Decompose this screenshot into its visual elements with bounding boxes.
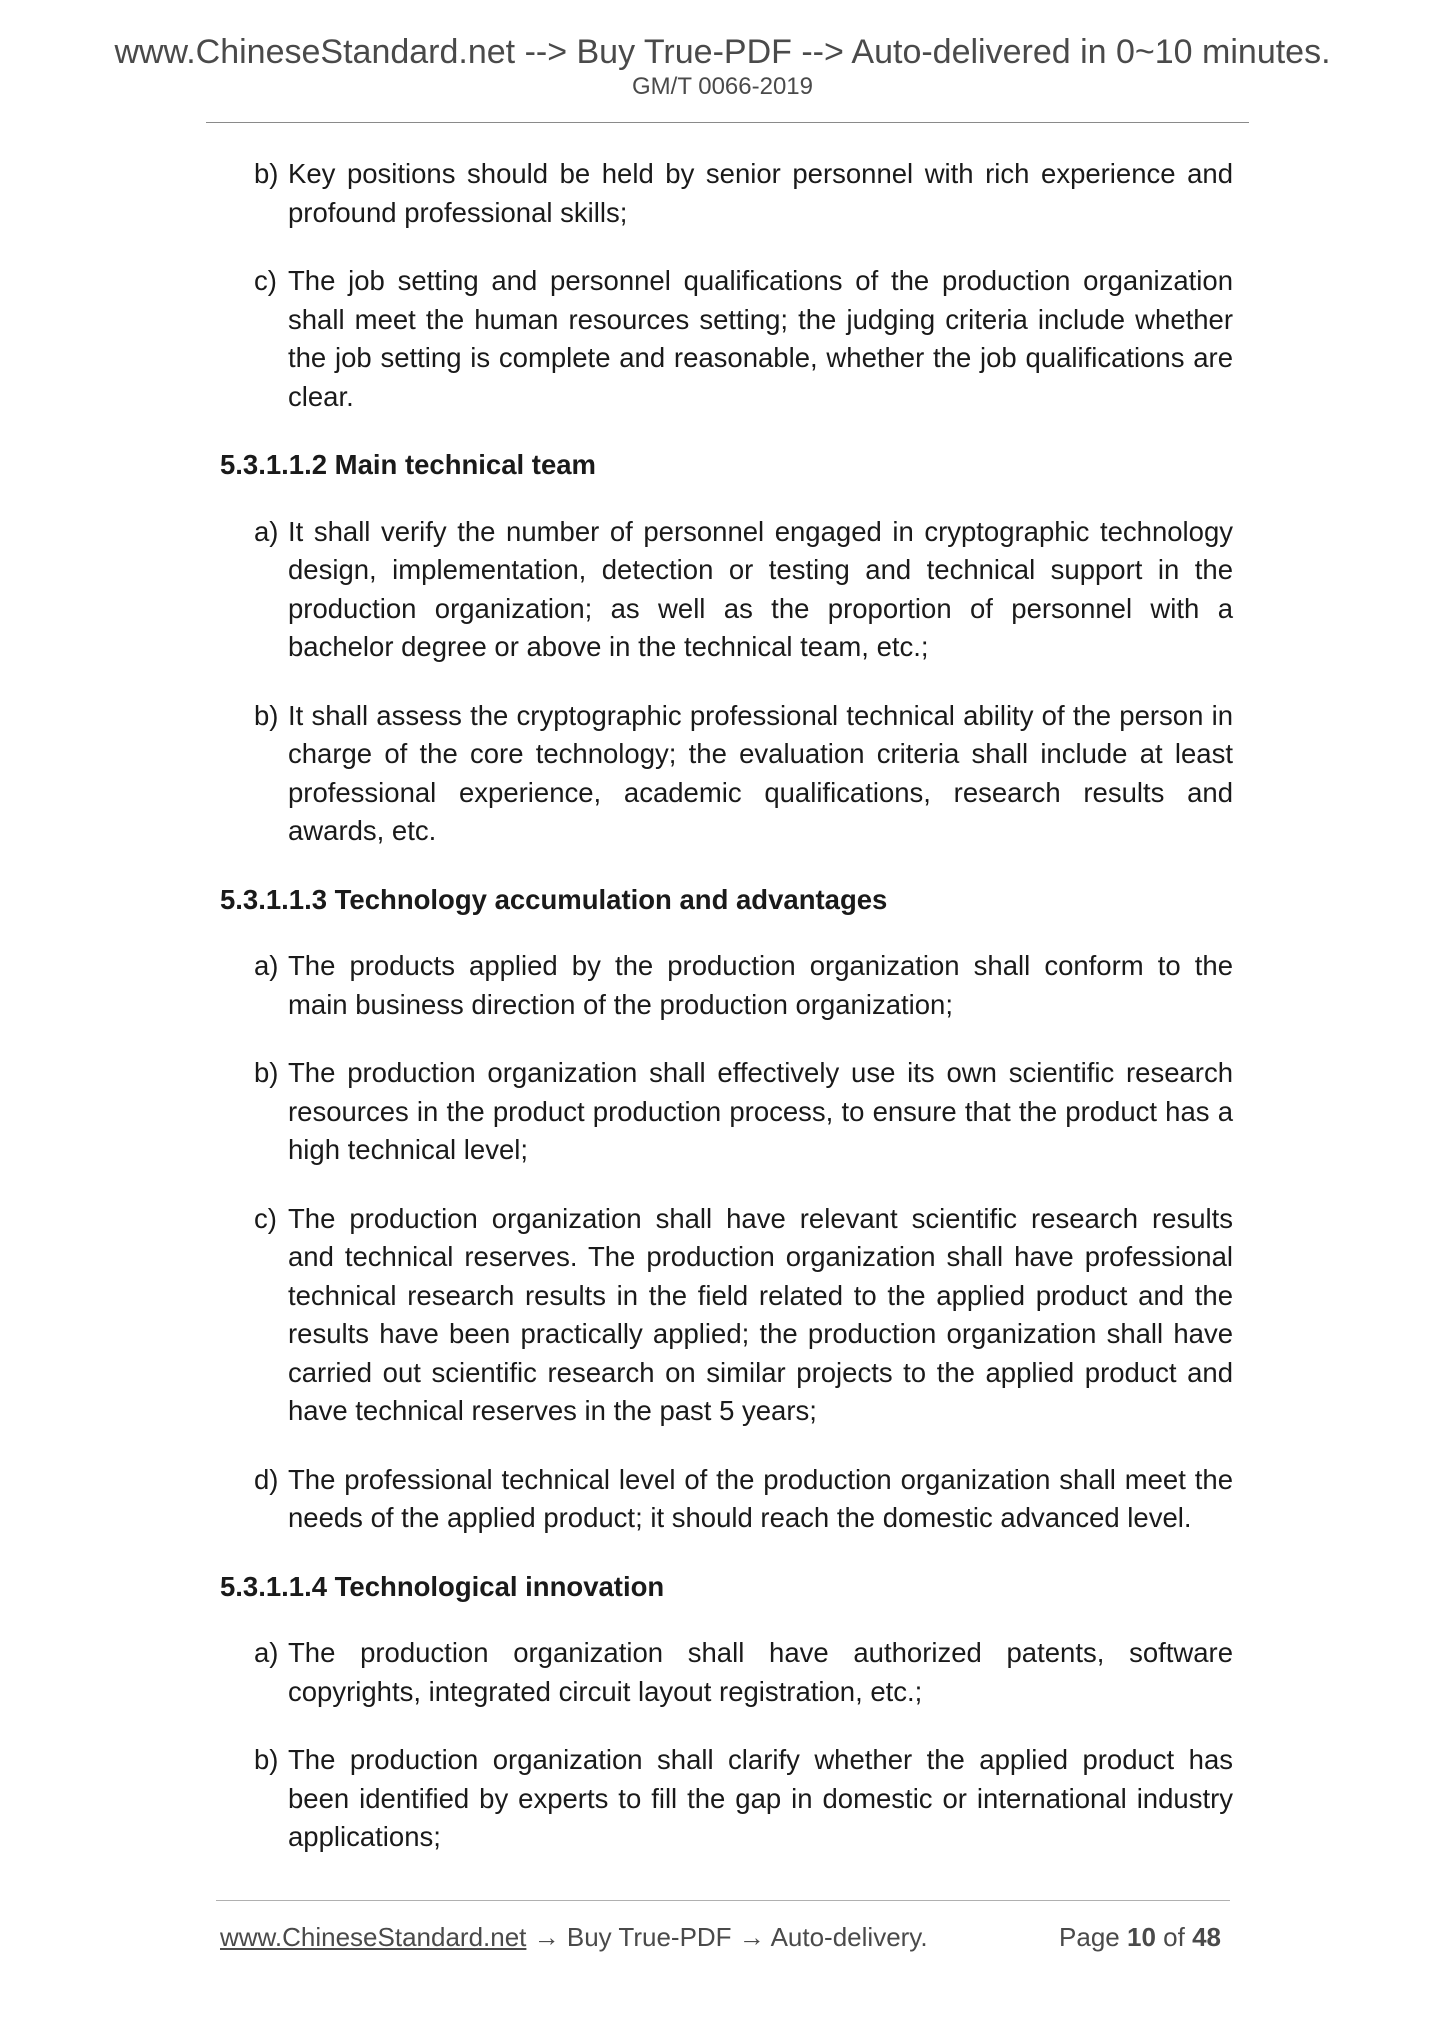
list-item-text: The production organization shall have relevant scientific research results and technical reserves. The production organization shall have professional technical research results in the field related to the applied product and the results have been practically applied; the production organization shall have carried out scientific research on similar projects to the applied product and have technical reserves in the past 5 years; (288, 1202, 1233, 1426)
of-word: of (1163, 1922, 1185, 1952)
list-item (220, 155, 1233, 232)
total-pages: 48 (1192, 1922, 1221, 1952)
list-item-text: The production organization shall effectively use its own scientific research resources in the product production process, to ensure that the product has a high technical level; (288, 1057, 1233, 1165)
list-item (220, 1741, 1233, 1857)
list-item (220, 697, 1233, 851)
footer-site-link[interactable]: www.ChineseStandard.net (220, 1922, 527, 1952)
list-item (220, 1461, 1233, 1538)
list-item-text: The production organization shall have authorized patents, software copyrights, integrated circuit layout registration, etc.; (288, 1637, 1233, 1707)
list-item-text: Key positions should be held by senior personnel with rich experience and profound professional skills; (288, 158, 1233, 228)
list-item-text: It shall verify the number of personnel engaged in cryptographic technology design, implementation, detection or testing and technical support in the production organization; as well as the proportion of personnel with a bachelor degree or above in the technical team, etc.; (288, 515, 1233, 662)
section-heading: 5.3.1.1.4 Technological innovation (220, 1570, 665, 1602)
list-item-label: c) (254, 265, 277, 296)
list-item-label: a) (254, 1637, 279, 1668)
page-word: Page (1059, 1922, 1120, 1952)
list-item-text: The job setting and personnel qualifications of the production organization shall meet the human resources setting; the judging criteria include whether the job setting is complete and reasonable, whether the job qualifications are clear. (288, 265, 1233, 412)
header-divider (206, 122, 1249, 123)
list-item (220, 947, 1233, 1024)
list-item (220, 513, 1233, 667)
list-item-text: It shall assess the cryptographic professional technical ability of the person in charge of the core technology; the evaluation criteria shall include at least professional experience, academic qualifications, research results and awards, etc. (288, 699, 1233, 846)
list-item (220, 262, 1233, 416)
list-item (220, 1200, 1233, 1431)
list-item-label: b) (254, 699, 279, 731)
page-indicator (1059, 1920, 1221, 1954)
footer-divider (216, 1900, 1230, 1901)
list-item-text: The professional technical level of the production organization shall meet the needs of the applied product; it should reach the domestic advanced level. (288, 1463, 1233, 1533)
list-item-label: d) (254, 1463, 279, 1495)
list-item-label: b) (254, 1057, 279, 1088)
section-heading: 5.3.1.1.2 Main technical team (220, 449, 597, 480)
page-number: 10 (1127, 1922, 1156, 1952)
list-item-label: a) (254, 515, 279, 547)
section-heading: 5.3.1.1.3 Technology accumulation and advantages (220, 883, 888, 915)
list-item-label: b) (254, 1744, 279, 1775)
page-footer (220, 1920, 1233, 1954)
list-item-label: b) (254, 158, 279, 189)
document-code: GM/T 0066-2019 (632, 73, 813, 100)
footer-tagline: → Buy True-PDF → Auto-delivery. (526, 1922, 928, 1952)
list-item-label: a) (254, 950, 279, 981)
list-item-label: c) (254, 1202, 277, 1234)
list-item-text: The production organization shall clarify whether the applied product has been identified by experts to fill the gap in domestic or international industry applications; (288, 1744, 1233, 1852)
site-banner: www.ChineseStandard.net --> Buy True-PDF --> Auto-delivered in 0~10 minutes. (114, 33, 1331, 71)
document-body (220, 155, 1233, 1887)
list-item (220, 1634, 1233, 1711)
list-item (220, 1054, 1233, 1170)
list-item-text: The products applied by the production organization shall conform to the main business direction of the production organization; (288, 950, 1233, 1020)
